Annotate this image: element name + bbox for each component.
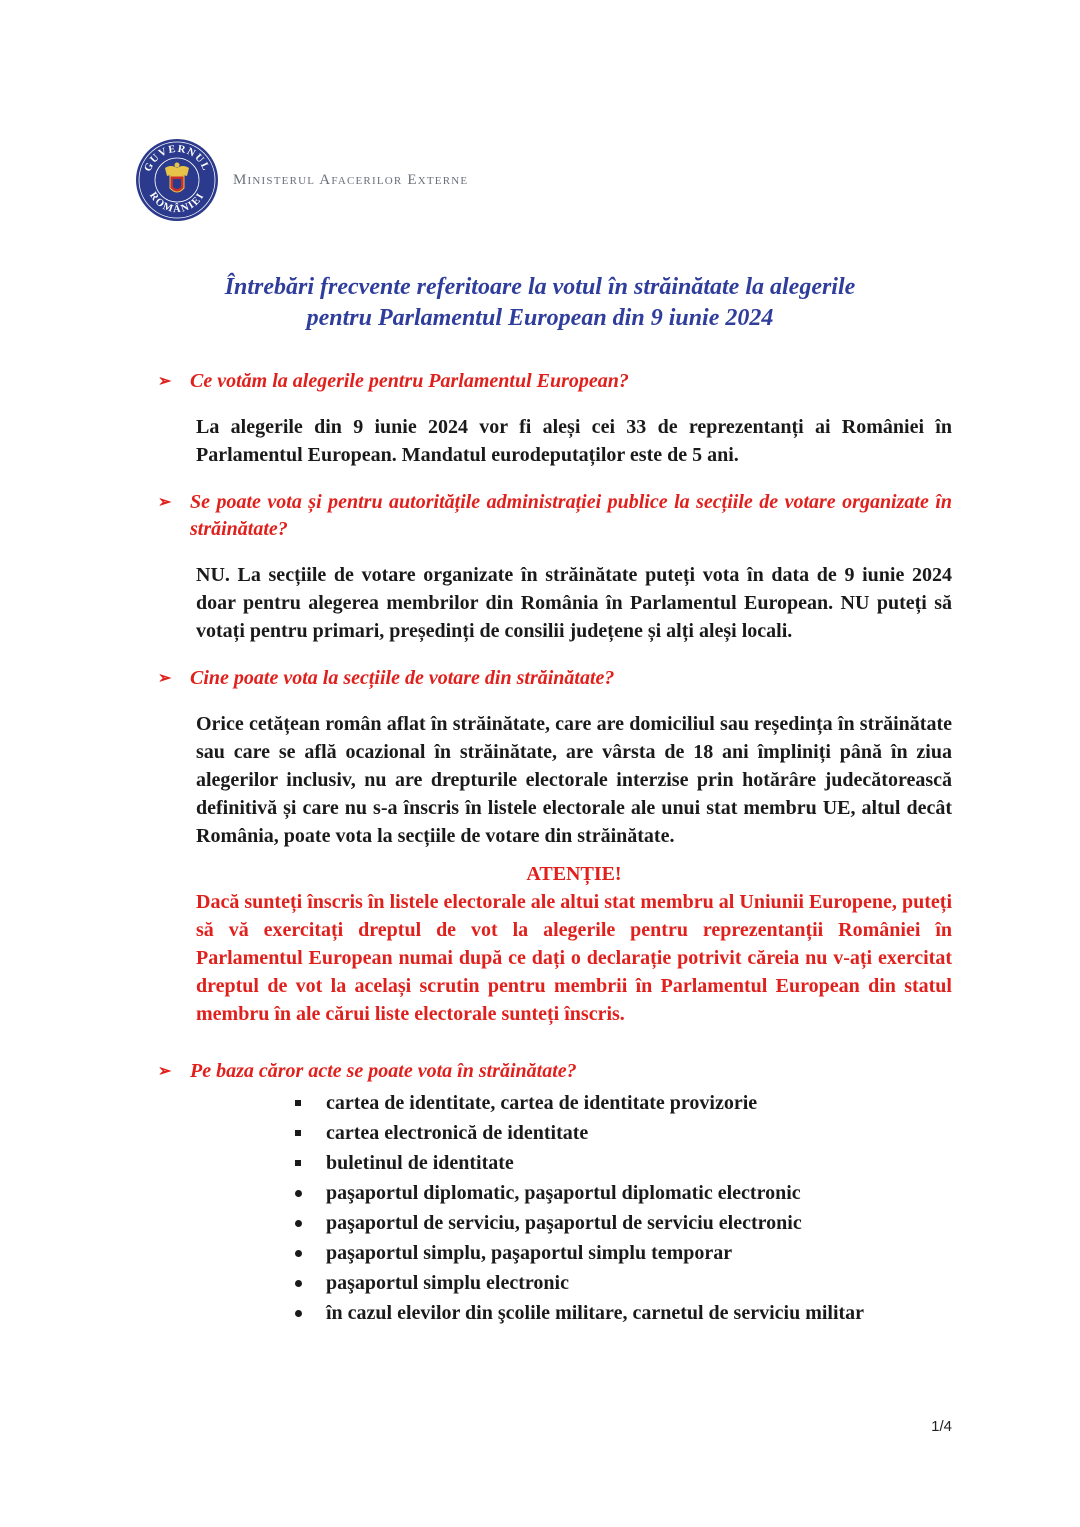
arrow-bullet-icon: ➢ xyxy=(158,373,172,390)
list-item xyxy=(295,1208,952,1238)
faq-answer: NU. La secțiile de votare organizate în străinătate puteți vota în data de 9 iunie 2024 doar pentru alegerea membrilor din România în Parlamentul European. NU puteți să votați pentru primari, președinți de consilii județene și alți aleși locali. xyxy=(196,564,952,642)
question-text: Ce votăm la alegerile pentru Parlamentul European? xyxy=(190,370,629,392)
title-line-2: pentru Parlamentul European din 9 iunie 2024 xyxy=(306,305,774,331)
dot-bullet-icon xyxy=(295,1280,302,1287)
dot-bullet-icon xyxy=(295,1250,302,1257)
document-list xyxy=(158,1088,952,1328)
list-item-text: paşaportul simplu electronic xyxy=(326,1272,569,1294)
ministry-name: Ministerul Afacerilor Externe xyxy=(233,171,469,188)
list-item xyxy=(295,1088,952,1118)
square-bullet-icon xyxy=(295,1100,301,1106)
arrow-bullet-icon: ➢ xyxy=(158,494,172,511)
faq-question xyxy=(158,489,952,543)
title-line-1: Întrebări frecvente referitoare la votul în străinătate la alegerile xyxy=(224,274,856,300)
faq-answer: La alegerile din 9 iunie 2024 vor fi aleși cei 33 de reprezentanți ai României în Parlamentul European. Mandatul eurodeputaților este de 5 ani. xyxy=(196,416,952,466)
government-seal-icon xyxy=(135,138,219,222)
dot-bullet-icon xyxy=(295,1220,302,1227)
seal-text-top: GUVERNUL xyxy=(142,143,212,174)
page-number: 1/4 xyxy=(931,1418,952,1435)
list-item-text: cartea electronică de identitate xyxy=(326,1122,589,1144)
list-item-text: buletinul de identitate xyxy=(326,1152,514,1174)
list-item xyxy=(295,1118,952,1148)
faq-question xyxy=(158,368,952,395)
question-text: Se poate vota și pentru autoritățile administrației publice la secțiile de votare organizate în străinătate? xyxy=(190,491,952,540)
dot-bullet-icon xyxy=(295,1190,302,1197)
arrow-bullet-icon: ➢ xyxy=(158,1063,172,1080)
attention-text: Dacă sunteți înscris în listele electorale ale altui stat membru al Uniunii Europene, puteți să vă exercitați dreptul de vot la alegerile pentru reprezentanții României în Parlamentul European numai după ce dați o declarație potrivit căreia nu v-ați exercitat dreptul de vot la același scrutin pentru membrii în Parlamentul European din statul membru în ale cărui liste electorale sunteți înscris. xyxy=(196,891,952,1025)
question-text: Pe baza căror acte se poate vota în străinătate? xyxy=(190,1060,577,1082)
attention-notice xyxy=(196,860,952,1028)
list-item xyxy=(295,1238,952,1268)
list-item xyxy=(295,1148,952,1178)
faq-question xyxy=(158,1058,952,1085)
dot-bullet-icon xyxy=(295,1310,302,1317)
arrow-bullet-icon: ➢ xyxy=(158,670,172,687)
list-item-text: paşaportul simplu, paşaportul simplu temporar xyxy=(326,1242,733,1264)
list-item xyxy=(295,1268,952,1298)
attention-heading: ATENȚIE! xyxy=(526,863,622,885)
square-bullet-icon xyxy=(295,1130,301,1136)
list-item xyxy=(295,1298,952,1328)
faq-question xyxy=(158,665,952,692)
list-item-text: în cazul elevilor din şcolile militare, carnetul de serviciu militar xyxy=(326,1302,865,1324)
page-header xyxy=(135,138,468,222)
page-title xyxy=(150,272,930,334)
seal-text-bottom: ROMÂNIEI xyxy=(146,190,207,216)
faq-answer: Orice cetățean român aflat în străinătate, care are domiciliul sau reședința în străinătate sau care se află ocazional în străinătate, are vârsta de 18 ani împliniți până în ziua alegerilor inclusiv, nu are drepturile electorale interzise prin hotărâre judecătorească definitivă și care nu s-a înscris în listele electorale ale unui stat membru UE, altul decât România, poate vota la secțiile de votare din străinătate. xyxy=(196,713,952,847)
square-bullet-icon xyxy=(295,1160,301,1166)
list-item xyxy=(295,1178,952,1208)
list-item-text: paşaportul diplomatic, paşaportul diplomatic electronic xyxy=(326,1182,801,1204)
question-text: Cine poate vota la secțiile de votare din străinătate? xyxy=(190,667,615,689)
list-item-text: cartea de identitate, cartea de identitate provizorie xyxy=(326,1092,758,1114)
list-item-text: paşaportul de serviciu, paşaportul de serviciu electronic xyxy=(326,1212,802,1234)
faq-content xyxy=(158,368,952,1328)
